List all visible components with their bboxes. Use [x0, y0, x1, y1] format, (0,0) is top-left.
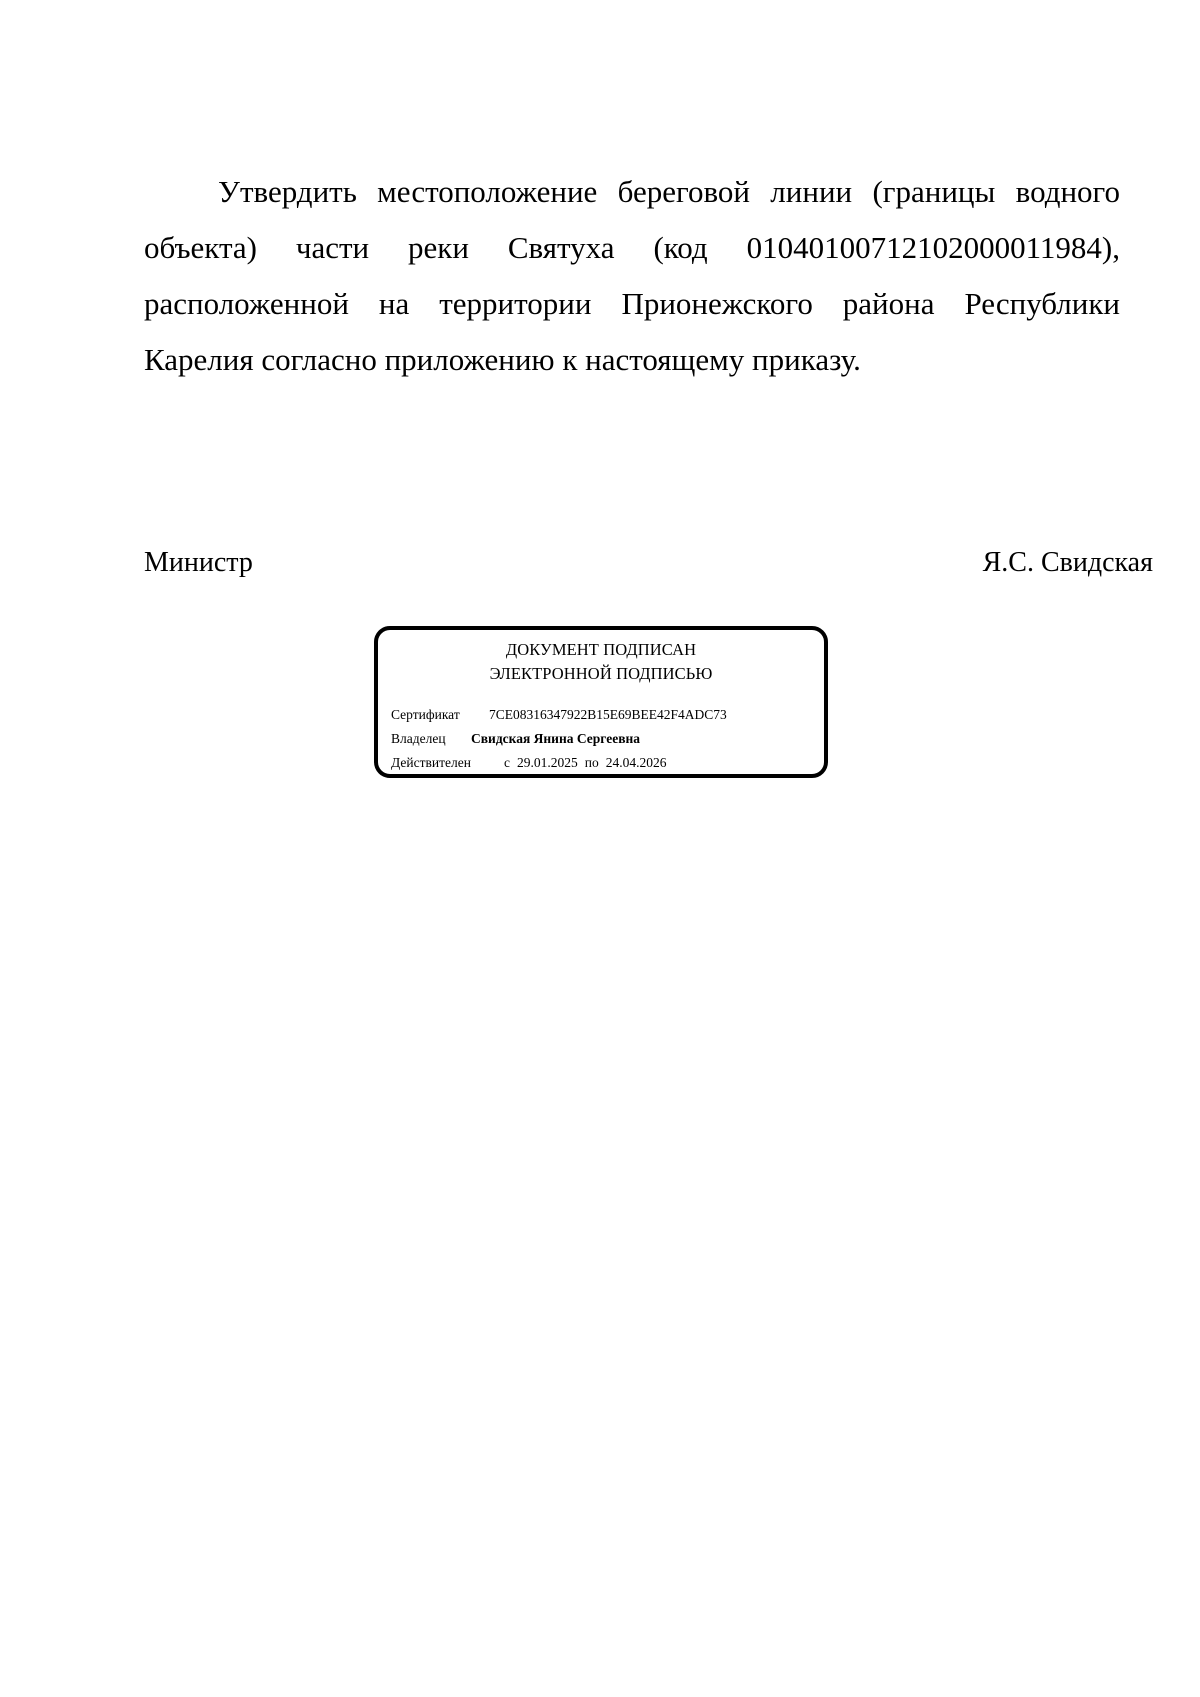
- signatory-position: Министр: [144, 547, 253, 578]
- stamp-title-line1: ДОКУМЕНТ ПОДПИСАН: [505, 640, 697, 659]
- electronic-signature-stamp: [374, 626, 828, 778]
- stamp-title-line2: ЭЛЕКТРОННОЙ ПОДПИСЬЮ: [489, 664, 713, 683]
- stamp-certificate-label: Сертификат: [391, 707, 460, 722]
- stamp-certificate-row: [391, 706, 727, 724]
- stamp-valid-from-prefix: с: [504, 755, 510, 770]
- stamp-owner-value: Свидская Янина Сергеевна: [471, 731, 641, 746]
- stamp-valid-to-date: 24.04.2026: [605, 755, 667, 770]
- stamp-owner-label: Владелец: [391, 731, 446, 746]
- order-paragraph: Утвердить местоположение береговой линии (границы водного объекта) части реки Святуха (код 01040100712102000011984), расположенной на территории Прионежского района Республики Карелия согласно приложению к настоящему приказу.: [144, 174, 1120, 377]
- stamp-valid-from-date: 29.01.2025: [517, 755, 578, 770]
- stamp-validity-row: [391, 754, 666, 772]
- stamp-owner-row: [391, 730, 640, 748]
- stamp-validity-label: Действителен: [391, 755, 471, 770]
- signatory-name: Я.С. Свидская: [982, 547, 1153, 578]
- stamp-valid-to-prefix: по: [584, 755, 599, 770]
- stamp-certificate-value: 7CE08316347922B15E69BEE42F4ADC73: [489, 707, 727, 722]
